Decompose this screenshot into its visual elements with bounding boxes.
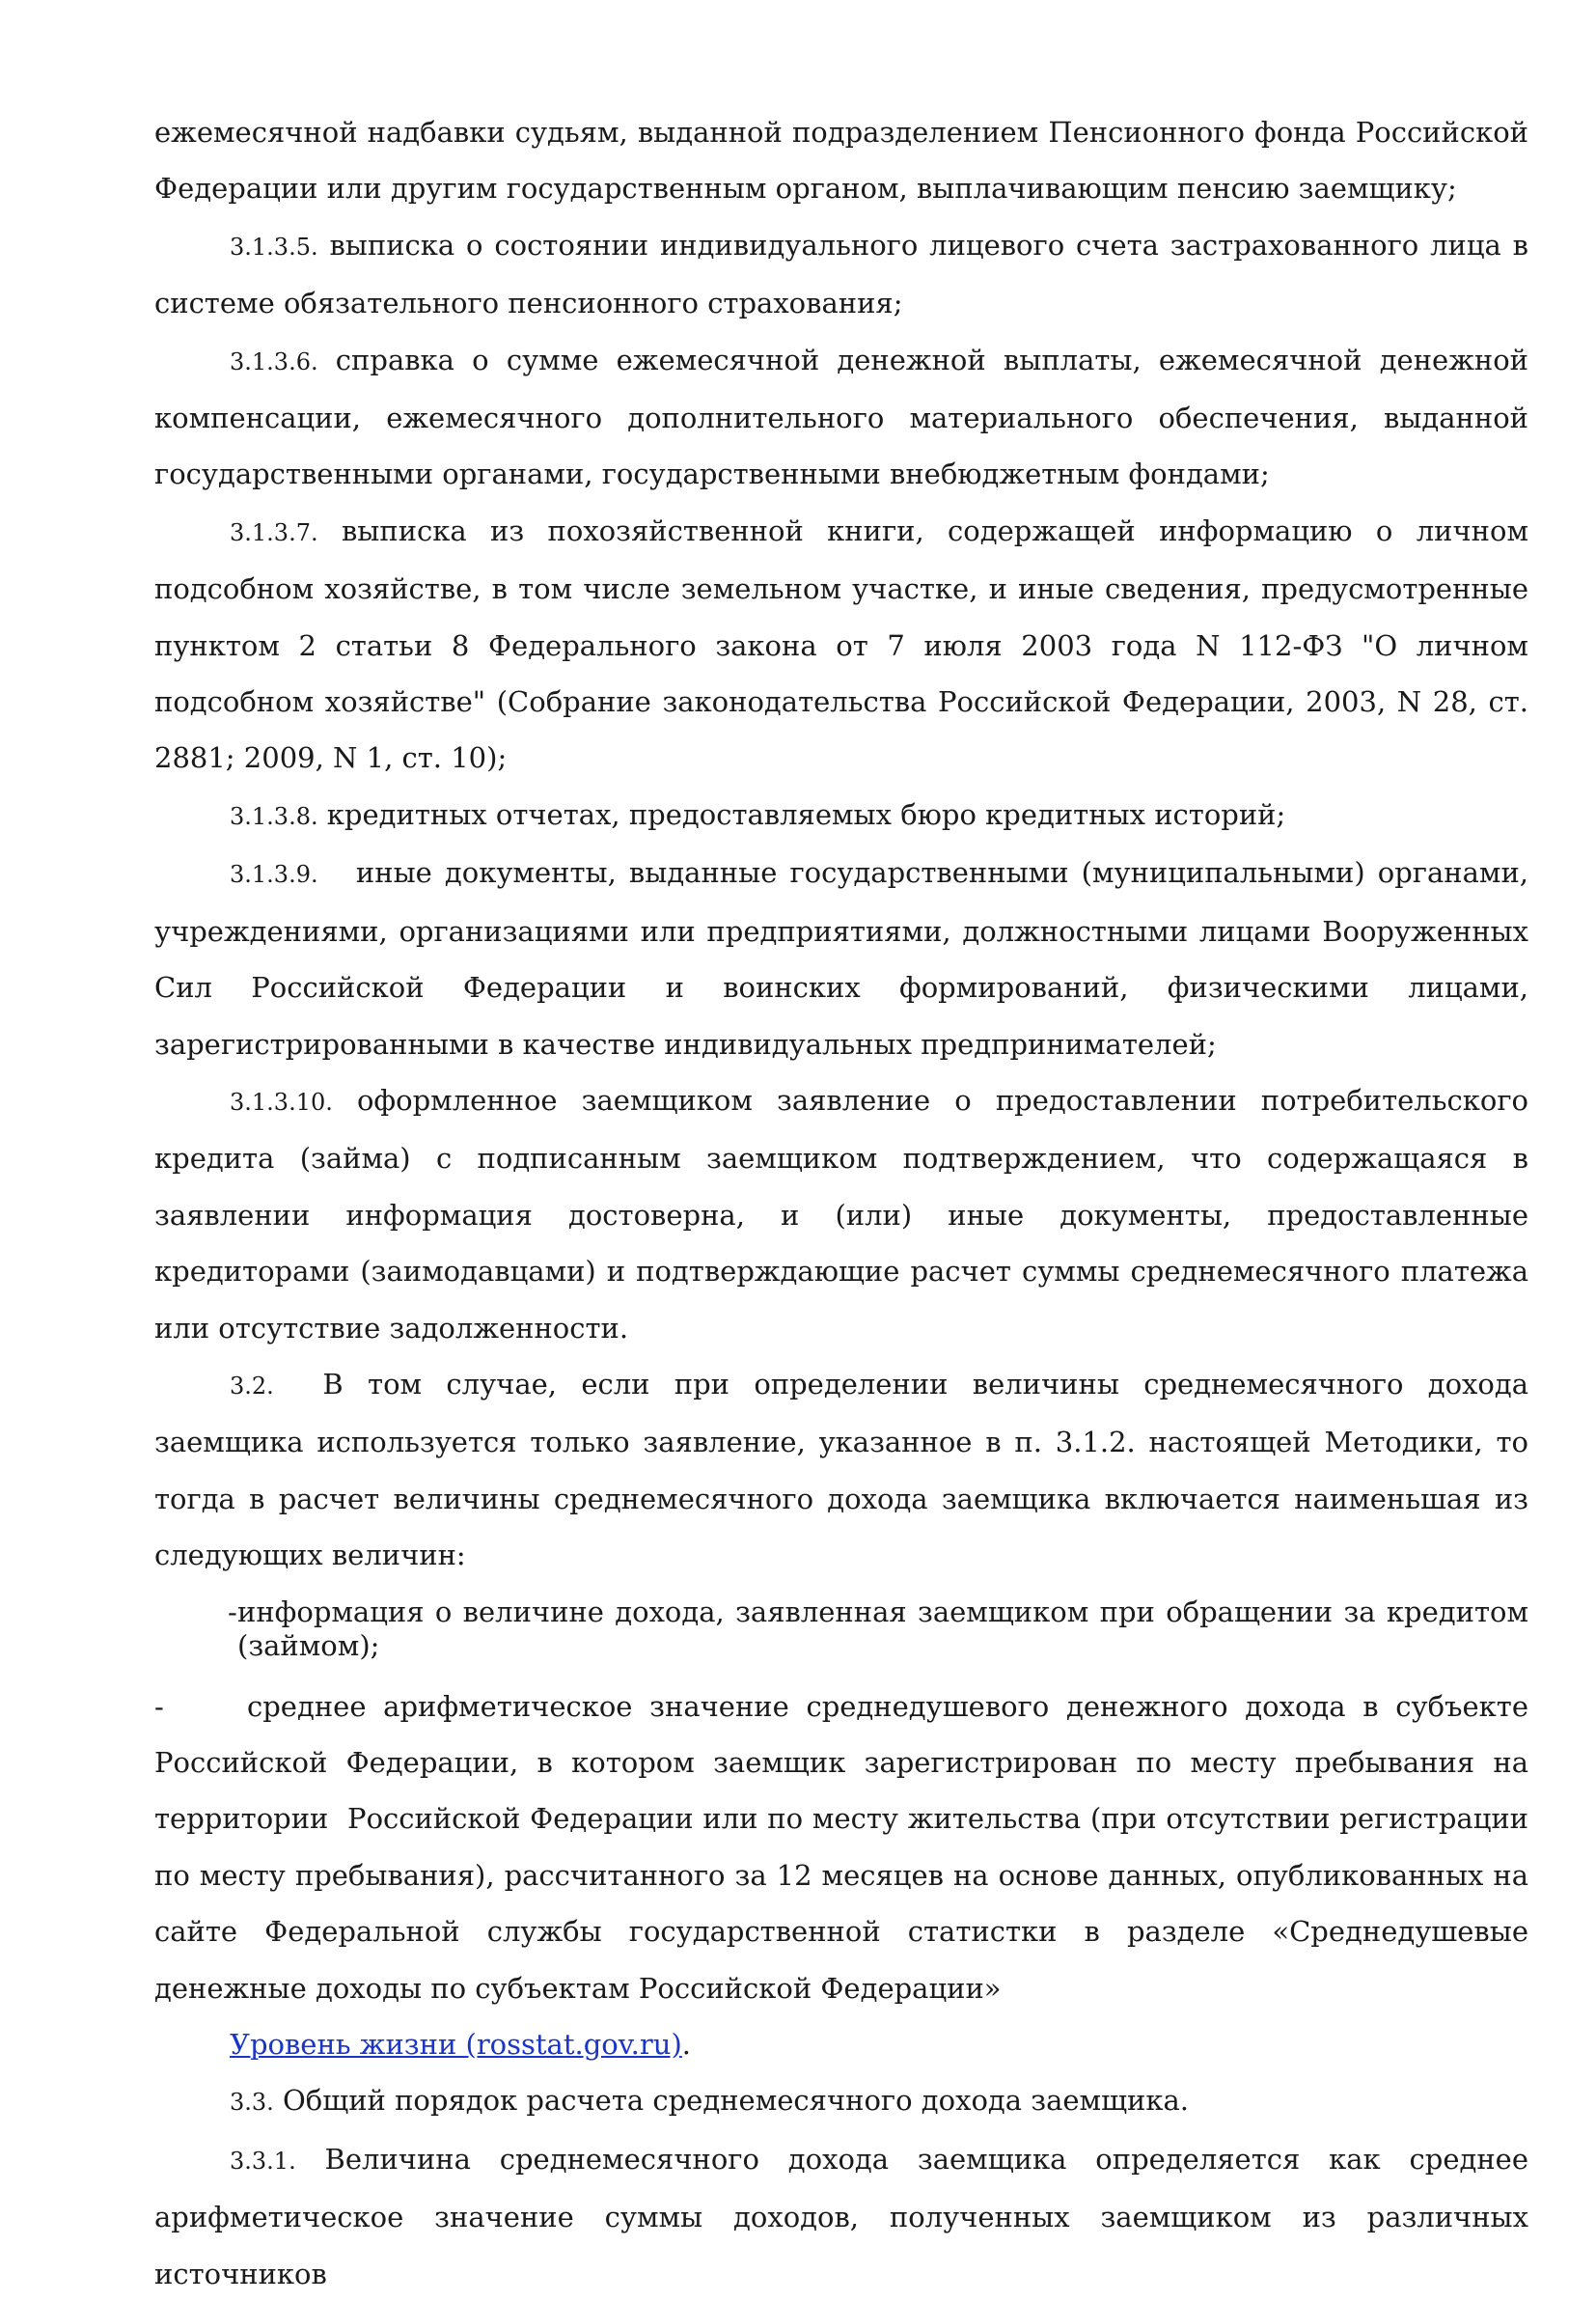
rosstat-link[interactable]: Уровень жизни (rosstat.gov.ru)	[230, 2028, 682, 2061]
bullet-dash: -	[154, 1689, 164, 1723]
clause-text: иные документы, выданные государственными (муниципальными) органами, учреждениями, организациями или предприятиями, должностными лицами Вооруженных Сил Российской Федерации и воинских формирований, физическими лицами, зарегистрированными в качестве индивидуальных предпринимателей;	[154, 856, 1538, 1061]
clause-number: 3.1.3.10.	[230, 1088, 333, 1116]
clause-3-3	[154, 2072, 1528, 2130]
bullet-item-2	[154, 1678, 1538, 2016]
clause-number: 3.1.3.9.	[230, 861, 318, 889]
clause-text: справка о сумме ежемесячной денежной выплаты, ежемесячной денежной компенсации, ежемесячного дополнительного материального обеспечения, выданной государственными органами, государственными внебюджетным фондами;	[154, 343, 1528, 491]
link-trailing-period: .	[681, 2028, 691, 2061]
clause-3-1-3-5	[154, 217, 1528, 332]
clause-number: 3.3.	[230, 2089, 274, 2117]
clause-text: выписка из похозяйственной книги, содержащей информацию о личном подсобном хозяйстве, в том числе земельном участке, и иные сведения, предусмотренные пунктом 2 статьи 8 Федерального закона от 7 июля 2003 года N 112-ФЗ "О личном подсобном хозяйстве" (Собрание законодательства Российской Федерации, 2003, N 28, ст. 2881; 2009, N 1, ст. 10);	[154, 513, 1528, 775]
clause-number: 3.3.1.	[230, 2147, 296, 2175]
bullet-text: среднее арифметическое значение среднедушевого денежного дохода в субъекте Российской Федерации, в котором заемщик зарегистрирован по месту пребывания на территории Российской Федерации или по месту жительства (при отсутствии регистрации по месту пребывания), рассчитанного за 12 месяцев на основе данных, опубликованных на сайте Федеральной службы государственной статистки в разделе «Среднедушевые денежные доходы по субъектам Российской Федерации»	[154, 1689, 1538, 2005]
clause-number: 3.2.	[230, 1372, 274, 1400]
clause-3-1-3-8	[154, 787, 1528, 845]
clause-text: выписка о состоянии индивидуального лицевого счета застрахованного лица в системе обязательного пенсионного страхования;	[154, 228, 1528, 320]
clause-number: 3.1.3.5.	[230, 233, 318, 261]
clause-text: оформленное заемщиком заявление о предоставлении потребительского кредита (займа) с подписанным заемщиком подтверждением, что содержащаяся в заявлении информация достоверна, и (или) иные документы, предоставленные кредиторами (заимодавцами) и подтверждающие расчет суммы среднемесячного платежа или отсутствие задолженности.	[154, 1083, 1528, 1345]
clause-text: Величина среднемесячного дохода заемщика определяется как среднее арифметическое значение суммы доходов, полученных заемщиком из различных источников	[154, 2142, 1528, 2290]
clause-3-1-3-7	[154, 503, 1528, 787]
clause-text: В том случае, если при определении величины среднемесячного дохода заемщика используется только заявление, указанное в п. 3.1.2. настоящей Методики, то тогда в расчет величины среднемесячного дохода заемщика включается наименьшая из следующих величин:	[154, 1367, 1538, 1572]
clause-number: 3.1.3.8.	[230, 802, 318, 830]
clause-3-2	[154, 1356, 1538, 1584]
clause-3-1-3-6	[154, 332, 1528, 503]
clause-3-3-1	[154, 2131, 1528, 2302]
clause-3-1-3-10	[154, 1072, 1528, 1356]
paragraph-continued: ежемесячной надбавки судьям, выданной подразделением Пенсионного фонда Российской Федерации или другим государственным органом, выплачивающим пенсию заемщику;	[154, 116, 1528, 206]
clause-number: 3.1.3.6.	[230, 347, 318, 375]
clause-text: Общий порядок расчета среднемесячного дохода заемщика.	[273, 2084, 1190, 2118]
bullet-dash: -	[228, 1595, 237, 1628]
bullet-text: информация о величине дохода, заявленная заемщиком при обращении за кредитом (займом);	[237, 1595, 1528, 1662]
clause-3-1-3-9	[154, 845, 1538, 1072]
bullet-item-1	[154, 1595, 1528, 1663]
clause-text: кредитных отчетах, предоставляемых бюро кредитных историй;	[317, 797, 1286, 831]
source-link-line	[154, 2016, 1528, 2072]
document-body	[154, 104, 1538, 2302]
clause-number: 3.1.3.7.	[230, 518, 318, 546]
